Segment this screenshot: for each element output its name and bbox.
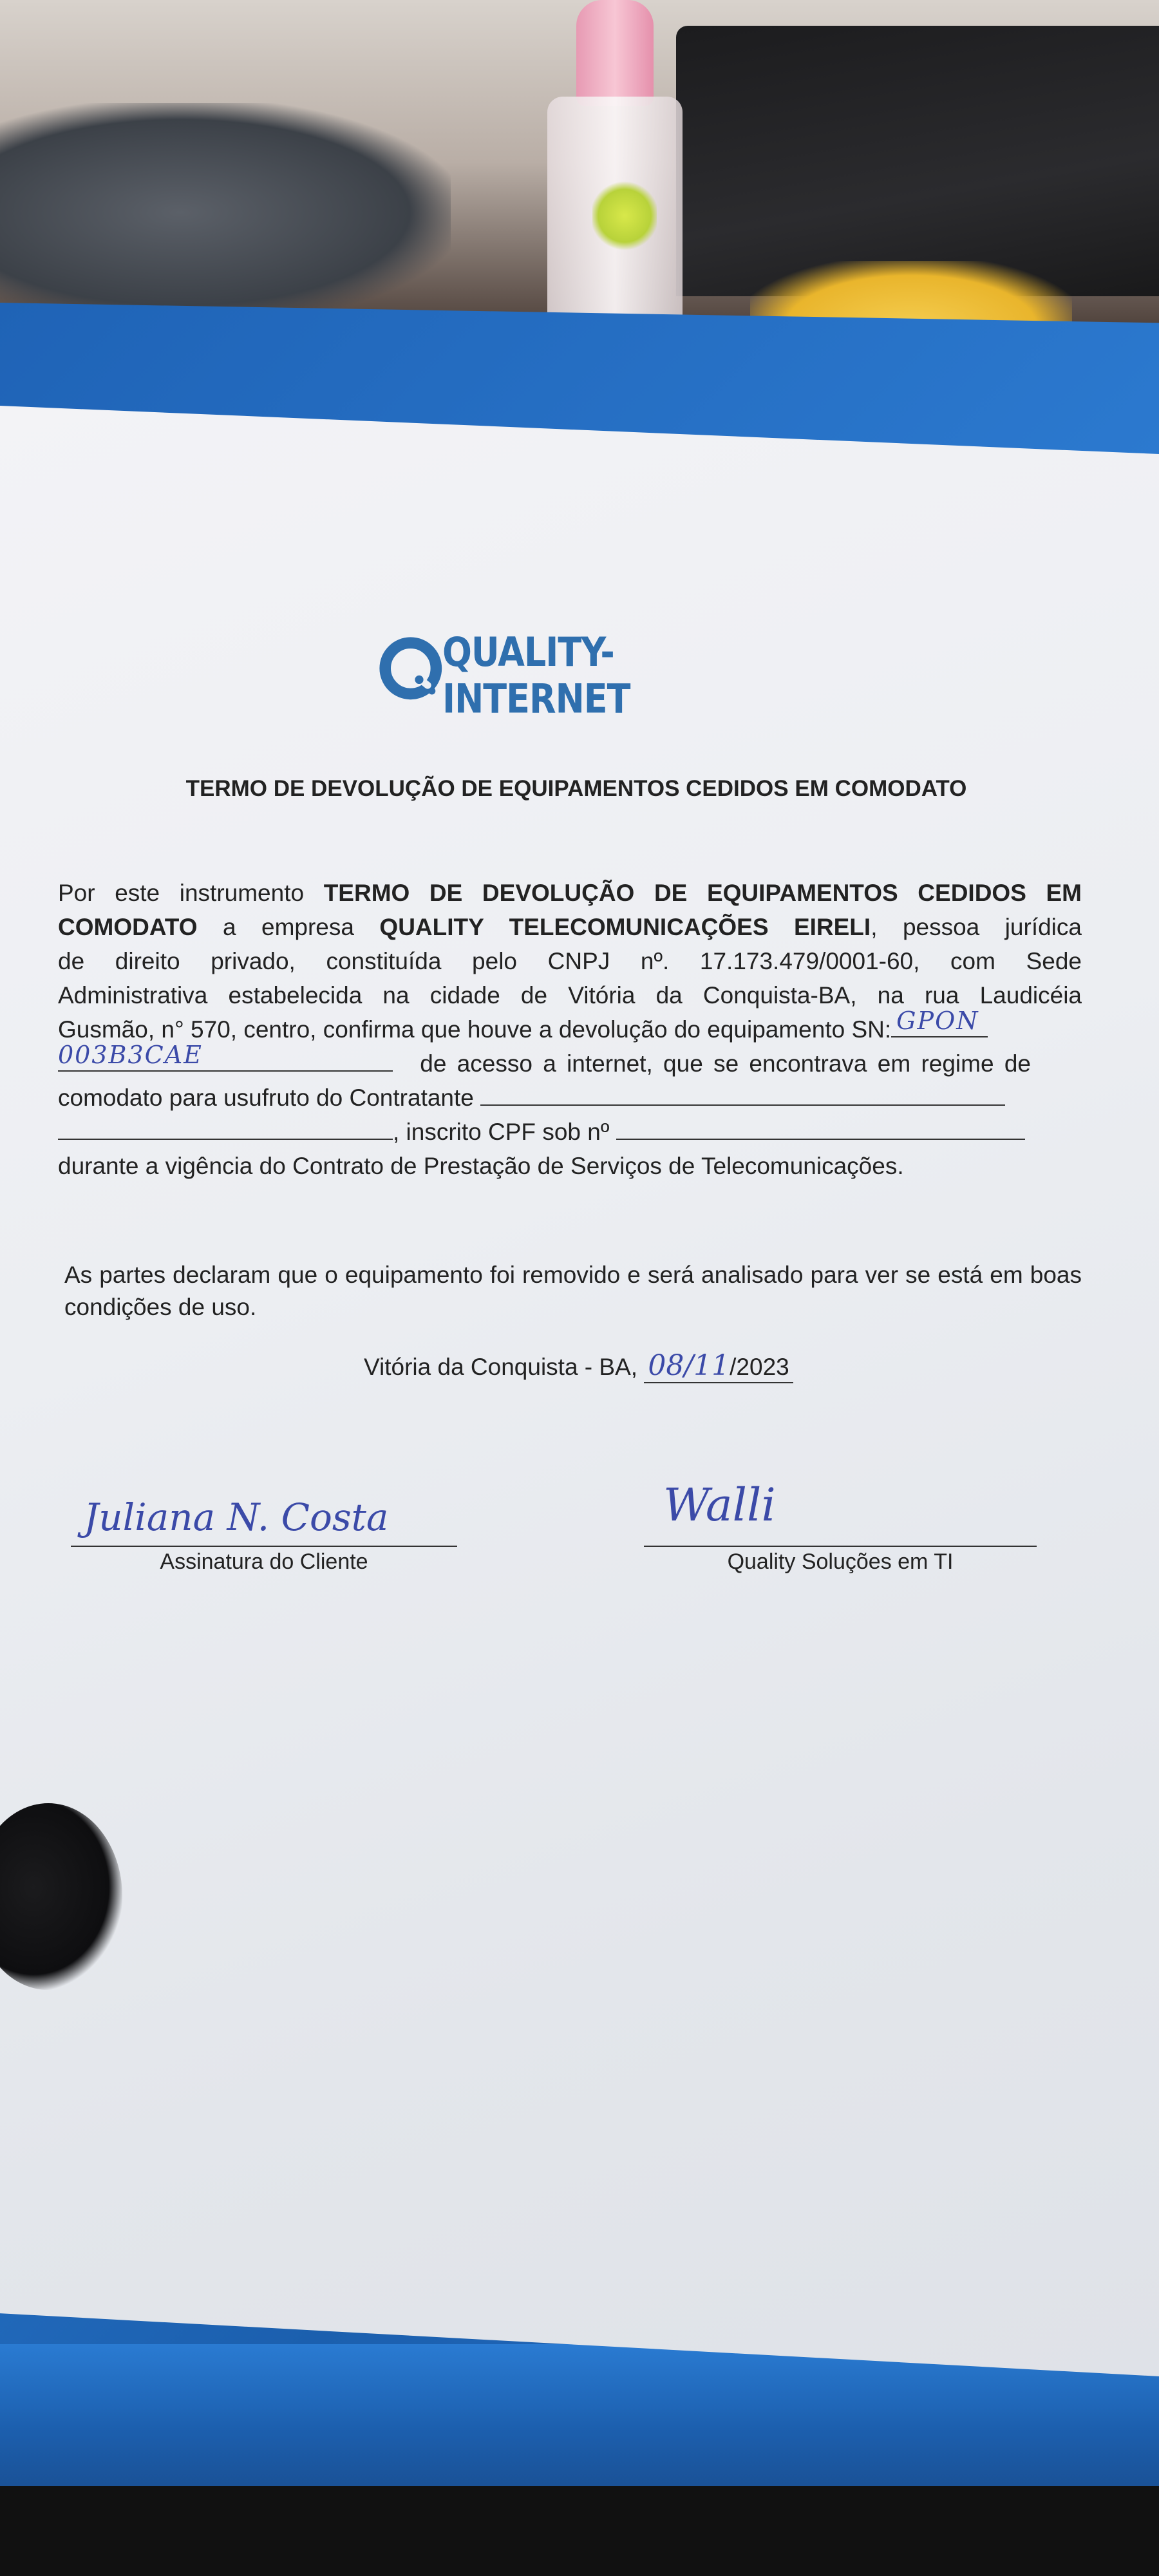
text-segment: , inscrito CPF sob nº [393,1119,610,1145]
document-title: TERMO DE DEVOLUÇÃO DE EQUIPAMENTOS CEDIDOS EM COMODATO [185,776,967,801]
date-prefix: Vitória da Conquista - BA, [364,1354,645,1380]
company-signature-block [644,1475,1037,1575]
paragraph-line-5 [58,1007,1082,1046]
date-field [644,1349,793,1383]
date-handwritten: 08/11 [648,1349,730,1382]
sn-handwritten-2: 003B3CAE [58,1041,203,1069]
text-segment: , pessoa jurídica [871,914,1082,940]
company-signature-line [644,1475,1037,1547]
paragraph-line-3: de direito privado, constituída pelo CNPJ nº. 17.173.479/0001-60, com Sede [58,948,1082,974]
company-signature: Walli [663,1479,776,1531]
logo-text: QUALITY-INTERNET [442,629,630,723]
cpf-field [616,1115,1025,1140]
client-signature-block [71,1494,457,1575]
text-bold: TERMO DE DEVOLUÇÃO DE EQUIPAMENTOS CEDIDOS EM [323,880,1082,906]
company-logo [377,628,789,723]
sn-handwritten-1: GPON [896,1007,979,1035]
contratante-name-field [58,1115,393,1140]
text-bold: COMODATO [58,914,198,940]
client-signature: Juliana N. Costa [84,1495,389,1539]
paragraph-line-2 [58,910,1082,944]
quality-q-icon [377,634,448,705]
paragraph-line-1 [58,876,1082,910]
date-line [364,1349,793,1383]
company-name: QUALITY TELECOMUNICAÇÕES EIRELI [379,914,871,940]
text-segment: de acesso a internet, que se encontrava em regime de [410,1050,1031,1077]
text-segment: Por este instrumento [58,880,324,906]
contratante-field [480,1081,1005,1106]
paragraph-declaration: As partes declaram que o equipamento foi removido e será analisado para ver se está em boas condições de uso. [64,1262,1082,1320]
date-year: /2023 [730,1354,789,1380]
text-segment: Gusmão, n° 570, centro, confirma que houve a devolução do equipamento SN: [58,1016,892,1043]
paragraph-line-8 [58,1115,1082,1149]
client-signature-label: Assinatura do Cliente [160,1549,368,1574]
text-segment: a empresa [197,914,380,940]
paragraph-main [58,876,1082,1183]
sn-field-part2 [58,1041,393,1072]
paragraph-line-9: durante a vigência do Contrato de Prestação de Serviços de Telecomunicações. [58,1153,904,1179]
client-signature-line [71,1494,457,1547]
text-segment: comodato para usufruto do Contratante [58,1084,474,1111]
paragraph-line-4: Administrativa estabelecida na cidade de Vitória da Conquista-BA, na rua Laudicéia [58,982,1082,1009]
paragraph-line-7 [58,1081,1082,1115]
paragraph-line-6 [58,1041,1082,1081]
company-signature-label: Quality Soluções em TI [727,1549,954,1574]
sn-field-part1 [891,1007,988,1037]
